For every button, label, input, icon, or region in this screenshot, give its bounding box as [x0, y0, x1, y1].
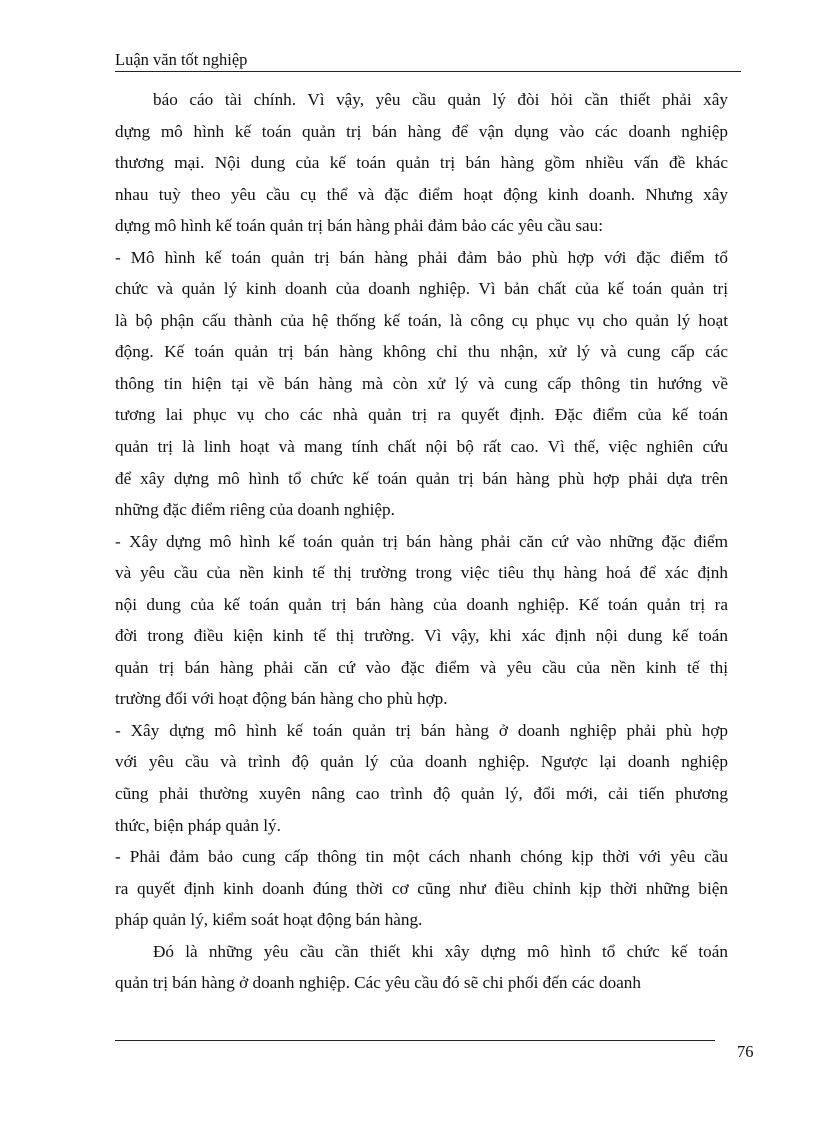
body-line: - Mô hình kế toán quản trị bán hàng phải đảm bảo phù hợp với đặc điểm tổ — [115, 247, 728, 267]
body-line: chức và quản lý kinh doanh của doanh nghiệp. Vì bản chất của kế toán quản trị — [115, 279, 728, 299]
body-line: trường đối với hoạt động bán hàng cho phù hợp. — [115, 689, 448, 709]
body-line: cũng phải thường xuyên nâng cao trình độ quản lý, đổi mới, cải tiến phương — [115, 784, 728, 804]
body-line: Đó là những yêu cầu cần thiết khi xây dựng mô hình tổ chức kế toán — [153, 941, 728, 961]
body-line: quản trị là linh hoạt và mang tính chất nội bộ rất cao. Vì thế, việc nghiên cứu — [115, 437, 728, 457]
body-line: để xây dựng mô hình tổ chức kế toán quản trị bán hàng phù hợp phải dựa trên — [115, 468, 728, 488]
body-line: ra quyết định kinh doanh đúng thời cơ cũng như điều chỉnh kịp thời những biện — [115, 878, 728, 898]
body-line: đời trong điều kiện kinh tế thị trường. Vì vậy, khi xác định nội dung kế toán — [115, 626, 728, 646]
body-line: và yêu cầu của nền kinh tế thị trường trong việc tiêu thụ hàng hoá để xác định — [115, 563, 728, 583]
footer-rule — [115, 1040, 715, 1041]
body-line: - Xây dựng mô hình kế toán quản trị bán hàng ở doanh nghiệp phải phù hợp — [115, 720, 728, 740]
body-line: là bộ phận cấu thành của hệ thống kế toán, là công cụ phục vụ cho quản lý hoạt — [115, 310, 728, 330]
body-line: nội dung của kế toán quản trị bán hàng của doanh nghiệp. Kế toán quản trị ra — [115, 594, 728, 614]
body-line: thông tin hiện tại về bán hàng mà còn xử lý và cung cấp thông tin hướng về — [115, 373, 728, 393]
body-line: quản trị bán hàng phải căn cứ vào đặc điểm và yêu cầu của nền kinh tế thị — [115, 657, 728, 677]
body-line: dựng mô hình kế toán quản trị bán hàng để vận dụng vào các doanh nghiệp — [115, 121, 728, 141]
body-line: thương mại. Nội dung của kế toán quản trị bán hàng gồm nhiều vấn đề khác — [115, 153, 728, 173]
body-line: động. Kế toán quản trị bán hàng không chỉ thu nhận, xử lý và cung cấp các — [115, 342, 728, 362]
body-line: - Xây dựng mô hình kế toán quản trị bán hàng phải căn cứ vào những đặc điểm — [115, 531, 728, 551]
page-number: 76 — [737, 1042, 754, 1061]
body-line: tương lai phục vụ cho các nhà quản trị ra quyết định. Đặc điểm của kế toán — [115, 405, 728, 425]
body-line: những đặc điểm riêng của doanh nghiệp. — [115, 500, 395, 520]
body-line: pháp quản lý, kiểm soát hoạt động bán hàng. — [115, 910, 423, 930]
page-header — [115, 48, 741, 72]
body-text — [115, 84, 728, 999]
body-line: nhau tuỳ theo yêu cầu cụ thể và đặc điểm hoạt động kinh doanh. Nhưng xây — [115, 184, 728, 204]
body-line: dựng mô hình kế toán quản trị bán hàng phải đảm bảo các yêu cầu sau: — [115, 216, 604, 236]
body-line: báo cáo tài chính. Vì vậy, yêu cầu quản lý đòi hỏi cần thiết phải xây — [153, 90, 728, 109]
body-line: thức, biện pháp quản lý. — [115, 815, 281, 835]
header-title: Luận văn tốt nghiệp — [115, 50, 248, 69]
body-line: với yêu cầu và trình độ quản lý của doanh nghiệp. Ngược lại doanh nghiệp — [115, 752, 728, 772]
body-line: quản trị bán hàng ở doanh nghiệp. Các yêu cầu đó sẽ chi phối đến các doanh — [115, 973, 641, 993]
body-line: - Phải đảm bảo cung cấp thông tin một cách nhanh chóng kịp thời với yêu cầu — [115, 847, 728, 867]
